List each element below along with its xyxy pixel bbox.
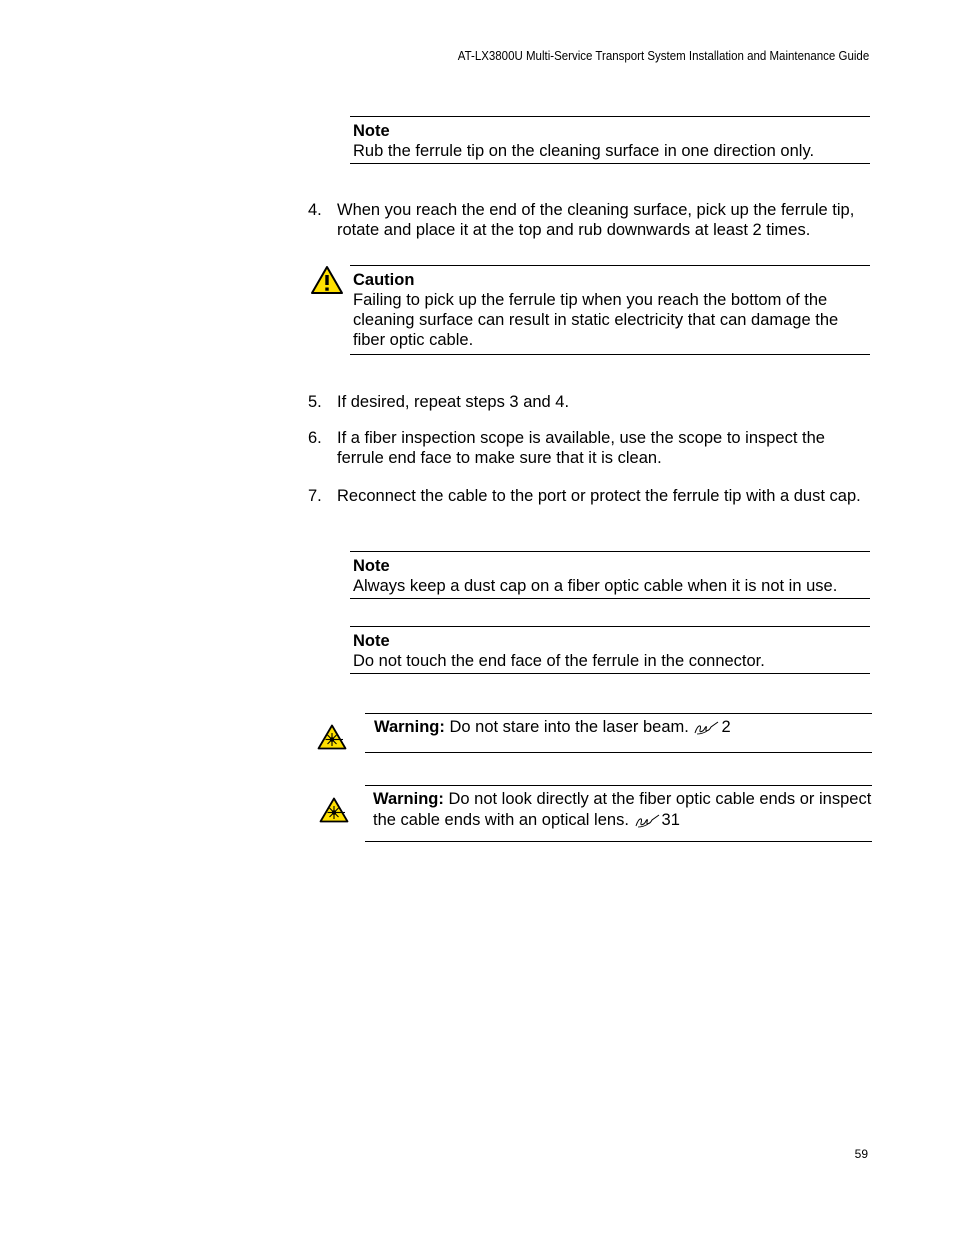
warning-text: Do not look directly at the fiber optic cable ends or inspect the cable ends with an optical lens. (373, 790, 872, 829)
translation-reference-number: 2 (721, 718, 731, 736)
note-title: Note (353, 122, 390, 140)
warning-label: Warning: (373, 790, 444, 808)
warning-label: Warning: (374, 718, 445, 736)
step-4 (308, 200, 873, 240)
note-text: Do not touch the end face of the ferrule in the connector. (353, 652, 765, 670)
note-box (350, 551, 870, 599)
note-title: Note (353, 557, 390, 575)
caution-title: Caution (353, 271, 415, 289)
step-number: 4. (308, 201, 322, 219)
caution-box (350, 265, 870, 355)
note-text: Rub the ferrule tip on the cleaning surface in one direction only. (353, 142, 815, 160)
warning-box (365, 785, 872, 842)
page-number: 59 (854, 1147, 868, 1161)
warning-box (365, 713, 872, 753)
translation-reference-icon (634, 814, 662, 828)
step-5 (308, 392, 873, 412)
translation-reference-icon (693, 721, 721, 735)
step-number: 6. (308, 429, 322, 447)
step-7 (308, 486, 873, 506)
step-number: 7. (308, 487, 322, 505)
note-box (350, 116, 870, 164)
laser-warning-icon (317, 724, 347, 750)
note-title: Note (353, 632, 390, 650)
step-text: When you reach the end of the cleaning surface, pick up the ferrule tip, rotate and place it at the top and rub downwards at least 2 times. (337, 201, 855, 239)
note-text: Always keep a dust cap on a fiber optic cable when it is not in use. (353, 577, 838, 595)
step-text: If a fiber inspection scope is available, use the scope to inspect the ferrule end face to make sure that it is clean. (337, 429, 825, 467)
caution-triangle-icon (310, 265, 344, 295)
translation-reference-number: 31 (661, 811, 680, 829)
step-text: If desired, repeat steps 3 and 4. (337, 393, 570, 411)
running-header: AT-LX3800U Multi-Service Transport System Installation and Maintenance Guide (457, 49, 869, 63)
step-number: 5. (308, 393, 322, 411)
caution-text: Failing to pick up the ferrule tip when you reach the bottom of the cleaning surface can result in static electricity that can damage the fiber optic cable. (353, 291, 839, 349)
note-box (350, 626, 870, 674)
warning-text: Do not stare into the laser beam. (449, 718, 689, 736)
step-text: Reconnect the cable to the port or protect the ferrule tip with a dust cap. (337, 487, 861, 505)
laser-warning-icon (319, 797, 349, 823)
step-6 (308, 428, 873, 468)
